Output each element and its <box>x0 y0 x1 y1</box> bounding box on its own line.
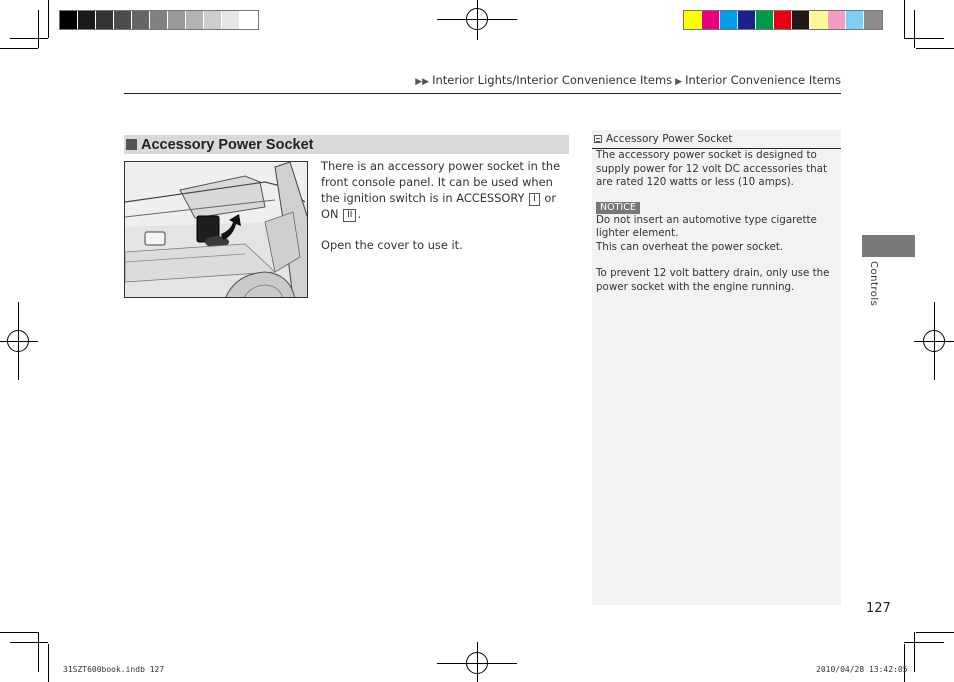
section-title: Accessory Power Socket <box>141 136 314 153</box>
square-bullet-icon <box>126 139 137 150</box>
color-swatch-9 <box>828 11 846 29</box>
color-swatch-8 <box>810 11 828 29</box>
side-note-notice-text: Do not insert an automotive type cigarette lighter element. <box>596 213 817 239</box>
gray-swatch-7 <box>168 11 186 29</box>
chapter-tab[interactable] <box>862 235 915 257</box>
note-icon <box>594 135 602 143</box>
side-note-paragraph-3: To prevent 12 volt battery drain, only use the power socket with the engine running. <box>596 267 830 293</box>
color-swatch-4 <box>738 11 756 29</box>
header-rule <box>124 93 841 94</box>
breadcrumb <box>412 73 841 87</box>
gray-swatch-1 <box>60 11 78 29</box>
side-note-panel <box>592 130 841 605</box>
section-header <box>124 135 569 154</box>
side-note-header <box>592 130 841 149</box>
gray-swatch-10 <box>222 11 240 29</box>
color-swatch-2 <box>702 11 720 29</box>
color-swatch-5 <box>756 11 774 29</box>
gray-swatch-5 <box>132 11 150 29</box>
body-paragraph-2: Open the cover to use it. <box>321 238 463 252</box>
grayscale-color-bar <box>59 10 259 30</box>
breadcrumb-item-2[interactable]: Interior Convenience Items <box>685 73 841 87</box>
gray-swatch-8 <box>186 11 204 29</box>
color-swatch-6 <box>774 11 792 29</box>
notice-badge: NOTICE <box>596 202 640 214</box>
body-paragraph-1: There is an accessory power socket in the front console panel. It can be used when the ignition switch is in ACCESSORY I or ON II . <box>321 159 561 221</box>
color-swatch-3 <box>720 11 738 29</box>
side-note-title: Accessory Power Socket <box>606 133 733 145</box>
side-note-notice-text-2: This can overheat the power socket. <box>596 240 784 253</box>
color-swatch-11 <box>864 11 882 29</box>
page-number: 127 <box>866 601 891 616</box>
gray-swatch-2 <box>78 11 96 29</box>
breadcrumb-item-1[interactable]: Interior Lights/Interior Convenience Items <box>432 73 673 87</box>
process-color-bar <box>683 10 883 30</box>
gray-swatch-9 <box>204 11 222 29</box>
chapter-tab-label: Controls <box>868 261 879 307</box>
double-arrow-icon: ▶▶ <box>415 77 430 87</box>
footer-timestamp: 2010/04/28 13:42:05 <box>816 665 908 674</box>
accessory-key-label: I <box>529 193 540 206</box>
gray-swatch-6 <box>150 11 168 29</box>
footer-file-info: 31SZT600book.indb 127 <box>63 665 165 674</box>
color-swatch-7 <box>792 11 810 29</box>
side-note-paragraph-1: The accessory power socket is designed to supply power for 12 volt DC accessories that are rated 120 watts or less (10 amps). <box>596 149 828 188</box>
on-key-label: II <box>343 209 356 222</box>
color-swatch-10 <box>846 11 864 29</box>
gray-swatch-3 <box>96 11 114 29</box>
gray-swatch-4 <box>114 11 132 29</box>
body-text <box>321 158 571 253</box>
color-swatch-1 <box>684 11 702 29</box>
console-socket-illustration <box>124 161 308 298</box>
arrow-icon: ▶ <box>675 77 683 87</box>
gray-swatch-11 <box>240 11 258 29</box>
